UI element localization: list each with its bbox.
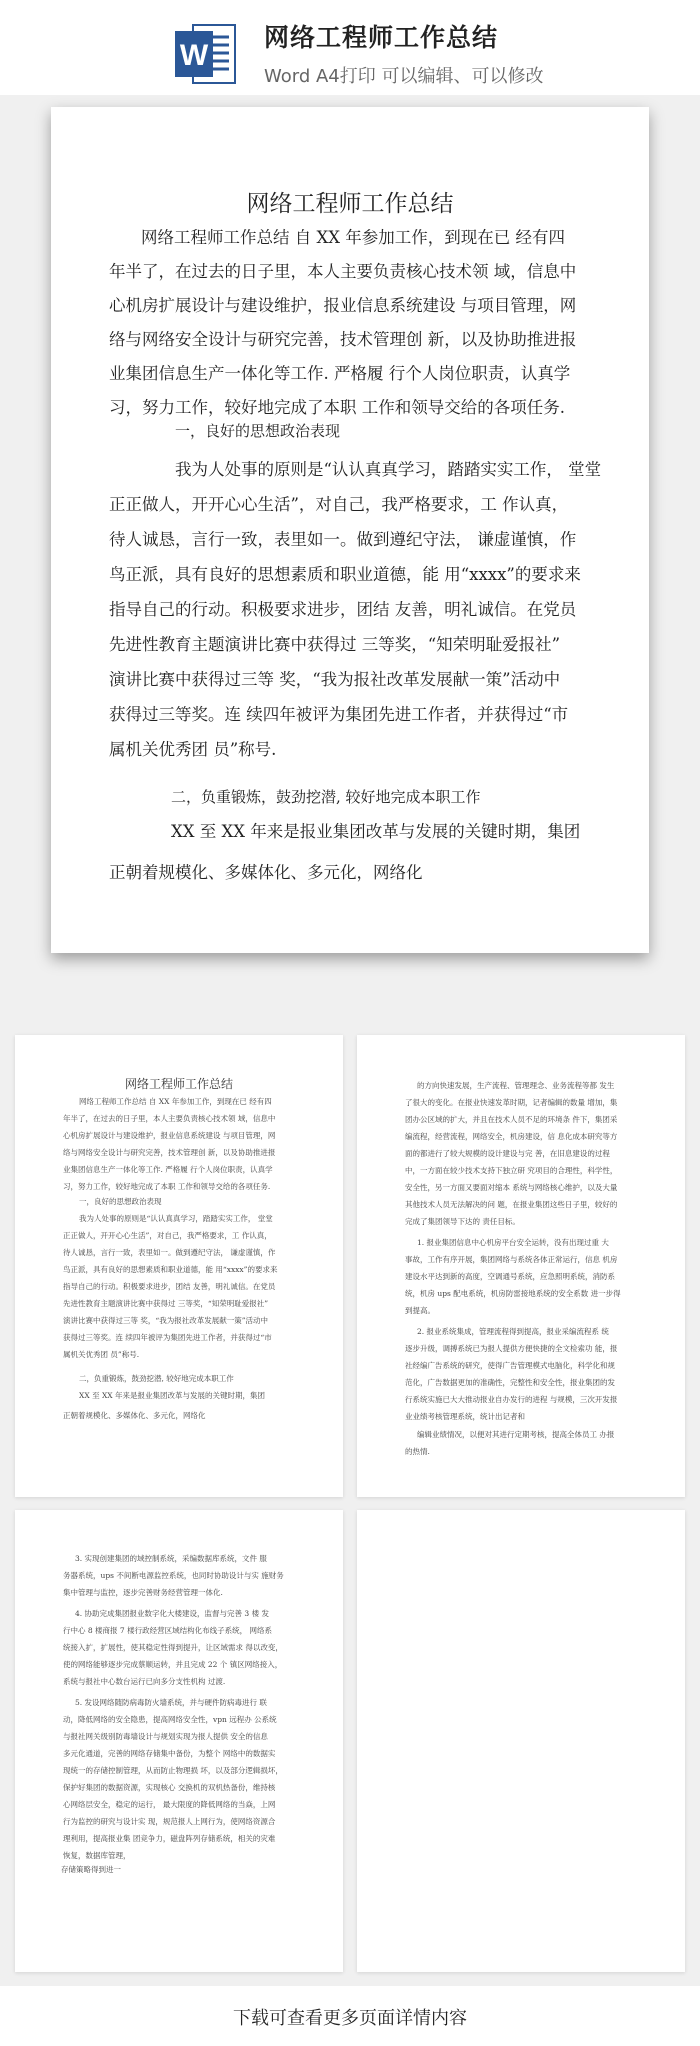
thumb-line: 二，负重锻炼，鼓劲挖潜, 较好地完成本职工作 (79, 1374, 234, 1383)
thumb-line: 范化，广告数据更加的准确性，完整性和安全性，报业集团的发 (405, 1378, 615, 1387)
thumb-line: 中，一方面在较少技术支持下独立研 究项目的合理性，科学性， (405, 1166, 618, 1175)
doc-section-heading: 二，负重锻炼，鼓劲挖潜, 较好地完成本职工作 (171, 788, 481, 806)
word-icon-letter: W (179, 39, 209, 72)
thumb-line: 心网络层安全，稳定的运行， 最大限度的降低网络的当焱，上网 (63, 1800, 276, 1809)
thumbnail-page-2 (357, 1035, 685, 1497)
doc-line: 演讲比赛中获得过三等 奖，“我为报社改革发展献一策”活动中 (109, 670, 561, 689)
thumb-line: 3. 实现创建集团的域控制系统，采编数据库系统，文件 服 (75, 1554, 267, 1563)
thumb-line: 编辑业绩情况，以便对其进行定期考核，提高全体员工 办报 (417, 1430, 615, 1439)
doc-line: 获得过三等奖。连 续四年被评为集团先进工作者，并获得过“市 (109, 705, 569, 724)
thumb-line: 恢复，数据库管理， (63, 1851, 131, 1860)
thumbnail-page-4 (357, 1510, 685, 1972)
thumb-line: 习，努力工作，较好地完成了本职 工作和领导交给的各项任务. (63, 1182, 271, 1191)
doc-line: 心机房扩展设计与建设维护，报业信息系统建设 与项目管理，网 (109, 296, 577, 315)
thumb-line: 与报社网关级别防毒墙设计与规划实现为报人提供 安全的信息 (63, 1732, 268, 1741)
doc-line: 正朝着规模化、多媒体化、多元化，网络化 (109, 863, 423, 882)
thumb-line: 事故，工作有序开展，集团网络与系统各体正常运行，信息 机房 (405, 1255, 618, 1264)
thumb-line: 待人诚恳，言行一致，表里如一。做到遵纪守法， 谦虚谨慎，作 (63, 1248, 276, 1257)
thumb-line: 到提高。 (405, 1306, 435, 1315)
thumb-line: 多元化通道，完善的网络存储集中备份，为整个 网络中的数据实 (63, 1749, 276, 1758)
thumb-line: 团办公区域的扩大，并且在技术人员不足的环境条 件下，集团采 (405, 1115, 618, 1124)
thumbnail-page-1 (15, 1035, 343, 1497)
doc-line: 业集团信息生产一体化等工作. 严格履 行个人岗位职责，认真学 (109, 364, 571, 383)
thumb-line: 获得过三等奖。连 续四年被评为集团先进工作者，并获得过“市 (63, 1333, 272, 1342)
thumb-line: 了很大的变化。在报业快速发革时期，记者编辑的数量 增加，集 (405, 1098, 618, 1107)
thumb-line: 保护好集团的数据资源，实现核心 交换机的双机热备份，维持核 (63, 1783, 276, 1792)
thumb-line: 面的都进行了较大规模的设计建设与完 善，在旧息建设的过程 (405, 1149, 610, 1158)
doc-line: 指导自己的行动。积极要求进步，团结 友善，明礼诚信。在党员 (109, 600, 577, 619)
thumb-line: 统接入扩，扩展性，使其稳定性得到提升，让区域需求 得以改变， (63, 1643, 283, 1652)
thumb-line: 络与网络安全设计与研究完善，技术管理创 新，以及协助推进报 (63, 1148, 276, 1157)
doc-line: 待人诚恳，言行一致，表里如一。做到遵纪守法， 谦虚谨慎，作 (109, 530, 577, 549)
doc-line: 络与网络安全设计与研究完善，技术管理创 新，以及协助推进报 (109, 330, 577, 349)
thumb-line: 统，机房 ups 配电系统，机房防雷接地系统的安全系数 进一步得 (405, 1289, 621, 1298)
doc-line: 先进性教育主题演讲比赛中获得过 三等奖，“知荣明耻爱报社” (109, 635, 561, 654)
doc-section-heading: 一，良好的思想政治表现 (175, 422, 341, 440)
doc-line: 网络工程师工作总结 自 XX 年参加工作，到现在已 经有四 (141, 228, 565, 247)
header-banner (0, 0, 700, 95)
thumb-line: 系统与报社中心数台运行已向多分支性机构 过渡. (63, 1677, 226, 1686)
page-subtitle: Word A4打印 可以编辑、可以修改 (264, 66, 544, 87)
thumb-line: 社经编广告系统的研究，使得广告管理模式电脑化，科学化和规 (405, 1361, 615, 1370)
thumb-line: 行中心 8 楼商报 7 楼行政经营区域结构化布线子系统， 网络系 (63, 1626, 272, 1635)
thumb-line: 务器系统，ups 不间断电源监控系统，也同时协助设计与实 施财务 (63, 1571, 284, 1580)
thumb-line: 网络工程师工作总结 自 XX 年参加工作，到现在已 经有四 (79, 1097, 272, 1106)
doc-line: 鸟正派，具有良好的思想素质和职业道德，能 用“xxxx”的要求来 (109, 565, 581, 584)
thumb-line: 现统一的存储控制管理，从而防止物理损 坏，以及部分逻辑损坏， (63, 1766, 283, 1775)
thumb-line: 业集团信息生产一体化等工作. 严格履 行个人岗位职责，认真学 (63, 1165, 273, 1174)
thumb-line: XX 至 XX 年来是报业集团改革与发展的关键时期，集团 (79, 1391, 266, 1400)
thumb-line: 年半了，在过去的日子里，本人主要负责核心技术领 域，信息中 (63, 1114, 276, 1123)
thumb-line: 我为人处事的原则是“认认真真学习，踏踏实实工作， 堂堂 (79, 1214, 273, 1223)
thumb-line: 逐步升级，调搏系统已为报人提供方便快捷的全文检索功 能，报 (405, 1344, 618, 1353)
thumb-line: 2. 报业系统集成，管理流程得到提高，报业采编流程系 统 (417, 1327, 609, 1336)
thumb-line: 1. 报业集团信息中心机房平台安全运转，没有出现过重 大 (417, 1238, 609, 1247)
doc-line: 我为人处事的原则是“认认真真学习，踏踏实实工作， 堂堂 (175, 460, 602, 479)
thumb-line: 演讲比赛中获得过三等 奖，“我为报社改革发展献一策”活动中 (63, 1316, 269, 1325)
doc-line: 正正做人，开开心心生活”，对自己，我严格要求，工 作认真， (109, 495, 569, 514)
download-more-link[interactable]: 下载可查看更多页面详情内容 (233, 2008, 467, 2029)
thumb-line: 正正做人，开开心心生活”，对自己，我严格要求，工 作认真， (63, 1231, 272, 1240)
thumb-line: 一，良好的思想政治表现 (79, 1197, 162, 1206)
thumb-line: 属机关优秀团 员”称号. (63, 1350, 140, 1359)
thumb-line: 集中管理与监控，逐步完善财务经营管理一体化. (63, 1588, 223, 1597)
word-icon (173, 21, 239, 87)
thumb-line: 行为监控的研究与设计实 现，规范报人上网行为，使网络资源合 (63, 1817, 276, 1826)
thumb-line: 5. 发设网络随防病毒防火墙系统，并与硬件防病毒进行 联 (75, 1698, 267, 1707)
thumb-line: 动，降低网络的安全隐患，提高网络安全性，vpn 远程办 公系统 (63, 1715, 277, 1724)
thumb-line: 其他技术人员无法解决的问 题，在报业集团这些日子里，较好的 (405, 1200, 618, 1209)
thumb-line: 完成了集团领导下达的 责任目标。 (405, 1217, 520, 1226)
thumb-line: 心机房扩展设计与建设维护，报业信息系统建设 与项目管理，网 (63, 1131, 276, 1140)
thumb-line: 的方向快速发展，生产流程、管理理念、业务流程等都 发生 (417, 1081, 615, 1090)
thumb-line: 建设水平达到新的高度，空调通号系统，应急照明系统，消防系 (405, 1272, 615, 1281)
thumb-line: 使的网络能够逐步完成蔡顺运转，并且完成 22 个 镇区网络接入， (63, 1660, 283, 1669)
thumb-line: 安全性，另一方面又要面对缩本 系统与网络核心维护，以及大量 (405, 1183, 618, 1192)
document-title: 网络工程师工作总结 (246, 191, 454, 217)
thumb-line: 指导自己的行动。积极要求进步，团结 友善，明礼诚信。在党员 (63, 1282, 276, 1291)
thumb-line: 的热情. (405, 1447, 430, 1456)
thumb-line: 理利用，提高报业集 团竞争力，磁盘阵列存储系统，相关的灾难 (63, 1834, 276, 1843)
thumb-line: 存储策略得到进一 (61, 1865, 121, 1874)
doc-line: 年半了，在过去的日子里，本人主要负责核心技术领 域，信息中 (109, 262, 577, 281)
thumb-line: 业业绩考核管理系统，统计出记者和 (405, 1412, 525, 1421)
thumb-line: 行系统实施已大大推动报业自办发行的进程 与规模，三次开发报 (405, 1395, 618, 1404)
thumb-line: 先进性教育主题演讲比赛中获得过 三等奖，“知荣明耻爱报社” (63, 1299, 269, 1308)
thumb-line: 鸟正派，具有良好的思想素质和职业道德，能 用“xxxx”的要求来 (63, 1265, 278, 1274)
thumbnail-page-3 (15, 1510, 343, 1972)
doc-line: 习，努力工作，较好地完成了本职 工作和领导交给的各项任务. (109, 398, 565, 417)
thumb-line: 正朝着规模化、多媒体化、多元化，网络化 (63, 1411, 206, 1420)
thumb-line: 编流程，经营流程，网络安全，机房建设，信 息化成本研究等方 (405, 1132, 618, 1141)
thumbnail-title: 网络工程师工作总结 (124, 1077, 233, 1091)
doc-line: 属机关优秀团 员”称号. (109, 740, 277, 759)
doc-line: XX 至 XX 年来是报业集团改革与发展的关键时期，集团 (171, 822, 581, 841)
document-page-main (51, 107, 649, 953)
page-title: 网络工程师工作总结 (264, 23, 499, 52)
thumb-line: 4. 协助完成集团报业数字化大楼建设，监督与完善 3 楼 发 (75, 1609, 269, 1618)
